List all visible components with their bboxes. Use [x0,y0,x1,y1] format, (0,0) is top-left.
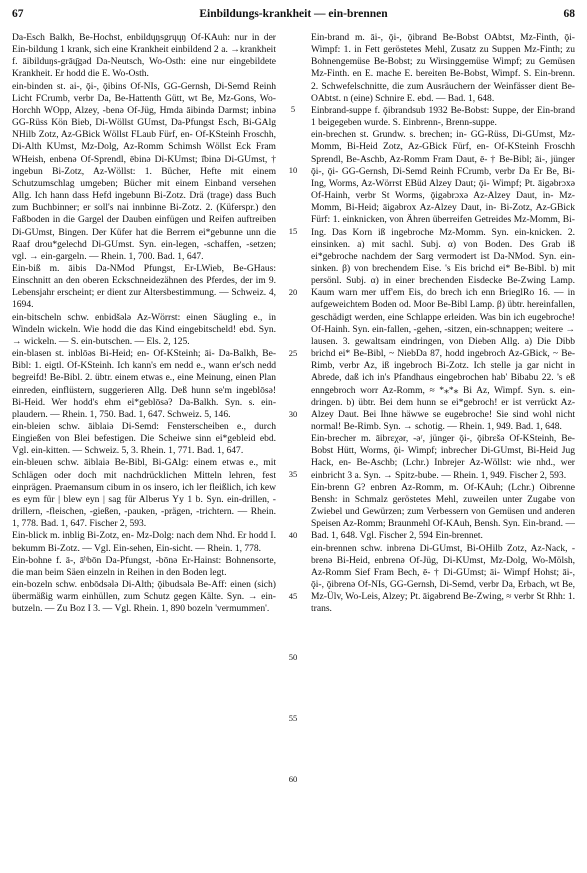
running-title: Einbildungs-krankheit — ein-brennen [199,8,388,20]
right-column [311,32,575,862]
entry-ein-brand: Ein-brand m. āi-, ǭi-, ǭibrand Be-Bobst OAbtst, Mz-Finth, ǭi- Wimpf: 1. in Fett geröstetes Mehl, Zusatz zu Suppen Mz-Finth; zu Bohnengemüse Be-Bobst; zu Wirsinggemüse Wimpf; zu Gemüsen Mz-Finth. en E. mache E. bereiten Be-Bobst, Wimpf. S. Ein-brenn. 2. Schwefelschnitte, die zum Ausräuchern der Weinfässer dient Be-OAbtst. n (eine) Schnire E. ebd. — Bad. 1, 648. [311,32,575,104]
line-number: 60 [288,774,298,784]
line-number-gutter [279,32,307,862]
line-number: 30 [288,409,298,419]
line-number: 35 [288,469,298,479]
entry-ein-blasen: ein-blasen st. inblōəs Bi-Heid; en- Of-KSteinh; āi- Da-Balkh, Be-Bibl: 1. eigtl. Of-KSteinh. Ich kann's em nedd e., wann er'sch nedd begreifd! Be-Bibl. 2. übtr. einem etwas e., eine Meinung, einen Plan einreden, einflüstern, suggerieren Allg. Deß hunn se'm ingeblōsə! Bi-Heid. Wer hodd's ehm ei*geblōsə? Da-Balkh. Syn. s. ein-plaudern. — Rhein. 1, 750. Bad. 1, 647. Schweiz. 5, 146. [12,348,276,420]
running-header [12,8,575,24]
entry-ein-brecher: Ein-brecher m. āibrɛχər, -əʳ, jünger ǭi-, ǭibrɛšə Of-KSteinh, Be-Bobst Hütt, Worms, ǭi- Wimpf; inbrecher Di-GUmst, Bi-Heid Jug Hack, en- Be-Aschb; (Lchr.) Inbrejer Az-Wöllst: wie nhd., wer einbricht 3 a. Syn. → Spitz-bube. — Rhein. 1, 949. Fischer 2, 593. [311,433,575,481]
entry-ein-bitscheln: ein-bitscheln schw. enbidšələ Az-Wörrst: einen Säugling e., in Windeln wickeln. Wie hodd die das Kind eingebitscheld! ebd. Syn. → wickeln. — S. ein-butschen. — Els. 2, 125. [12,311,276,347]
entry-ein-bleuen: ein-bleuen schw. āiblaiə Be-Bibl, Bi-GAlg: einem etwas e., mit Schlägen oder doch mit nachdrücklichen Mitteln lehren, fest einprägen. Praemansum cibum in os insero, ich ler fleißlich, ich kew es eym für | blew eyn | sag für Alberus Yy 1 b. Syn. ein-drillen, -drillern, -fleischen, -gießen, -pauken, -prägen, -trichtern. — Rhein. 1, 778. Bad. 1, 647. Fischer 2, 593. [12,457,276,530]
line-number: 45 [288,591,298,601]
line-number: 15 [288,226,298,236]
entry-einbrand-suppe: Einbrand-suppe f. ǭibrandsub 1932 Be-Bobst: Suppe, der Ein-brand 1 beigegeben wurde. S. Einbrenn-, Brenn-suppe. [311,104,575,129]
line-number: 5 [290,104,296,114]
line-number: 20 [288,287,298,297]
line-number: 10 [288,165,298,175]
entry-ein-brechen: ein-brechen st. Grundw. s. brechen; in- GG-Rüss, Di-GUmst, Mz-Momm, Bi-Heid Zotz, Az-GBick Fürf, en- Of-KSteinh Froschh Sprendl, Be-Aschb, Az-Romm Fram Daut, ē- † Be-Bibl; āi-, jünger ǭi-, ǭi- GG-Gernsh, Di-Semd Reinh FCrumb, verbr Da Er Be, Bi-Ing, Worms, Az-Wörrst EBüd Alzey Daut; ǭi- Wimpf; Pt. āigəbrɔxə Of-Hainh, verbr St Worms, ǭigəbrɔxə Az-Alzey Daut, in- Mz-Momm, Bi-Heid; āigəbrox Az-Alzey Daut, in- Bi-Zotz, Az-GBick Fürf: 1. einknicken, von Ähren überreifen Getreides Mz-Momm, Bi-Ing. Das Korn iß ingebroche Mz-Momm. Syn. ein-knicken. 2. einsinken. a) mit sachl. Subj. α) von Boden. Des Grab iß ei*gebroche nachdem der Sarg vermodert ist Da-NMod. Syn. ein-sinken. β) von brechendem Eise. 's Eis brichd ei* Be-Bibl. b) mit persönl. Subj. α) in einer brechenden Eisdecke Be-Zwing Lamp. Kaum warn mer uff'em Eis, do brech ich enn BrieglRo 16. — in aufgeweichtem Boden od. Moor Be-Bibl Lamp. β) übtr. hereinfallen, geschädigt werden, eine Schlappe erleiden. Was bin ich eugebroche! Of-Hainh. Syn. ein-fallen, -gehen, -sitzen, ein-schnappen; weitere → lausen. 3. gewaltsam eindringen, von Dieben Allg. a) Die Dibb brichd ei* Be-Bibl, ~ NiebDa 87, hodd ingebroch Az-GBick, ~ Be-Rimb, verbr Az, iß ingebroch Bi-Zotz. Ich stelle ja gar nicht in Abrede, daß ich in's Pfandhaus eingebrochen hab' Bibabu 22. 's eß enngebroch worr Az-Romm, ≈ *⁎*⁎ Bi Az, Wimpf. Syn. s. ein-dringen. b) übtr. Bei dem hunn se ei*gebroch! er ist verrückt Az-Alzey Daut. Bei Ihne häwwe se eugebroche! Sie sind wohl nicht normal! Be-Rimb. Syn. → schotig. — Rhein. 1, 949. Bad. 1, 648. [311,129,575,432]
entry-ein-binden: ein-binden st. ai-, ǭi-, ǭibins Of-NIs, GG-Gernsh, Di-Semd Reinh Licht FCrumb, verbr Da, Be-Hattenth Gütt, wt Be, Mz-Gons, Wo-Horchh WOpp, Alzey, -benə Of-Jüg, Hmda āibində Darmst; inbinə GG-Rüss Kön Bieb, Di-Wöllst GUmst, Da-Pfungst Esch, Bi-GAlg NHilb Zotz, Az-GBick Wöllst FLaub Fürf, en- Of-KSteinh Froschh, Di-Alth KUmst, Mz-Dolg, Az-Romm Schimsh Wöllst Eck Fram WHeish, enbenə Of-Sprendl, ēbinə Di-KUmst; ī̆binə Di-GUmst, † ingebun Bi-Zotz, Az-Wöllst: 1. Bücher, Hefte mit einem Schutzumschlag umgeben; Bücher mit einem Einband versehen Allg. Ich hann dass Hefd ingebunn Bi-Zotz. Drä (trage) dass Buch zum Buchbinner; er soll's nai innbinne Bi-Zotz. 2. (Küferspr.) den Faßboden in die Gargel der Dauben einfügen und Reifen auftreiben Di-GUmst, Bingen. Der Küfer hat die Berrem ei*gebunne unn die Raaf drou*gelechd Di-GUmst. Syn. ein-legen, -schaffen, -setzen; vgl. → ein-gargeln. — Rhein. 1, 700. Bad. 1, 647. [12,80,276,262]
line-number: 25 [288,348,298,358]
line-number: 55 [288,713,298,723]
left-column [12,32,276,862]
line-number: 50 [288,652,298,662]
entry-ein-bozeln: ein-bozeln schw. enbōdsələ Di-Alth; ǭibudsələ Be-Aff: einen (sich) übermäßig warm einhüllen, zum Schutz gegen Kälte. Syn. → ein-butzeln. — Zu Boz I 3. — Vgl. Rhein. 1, 890 bozeln 'vermummen'. [12,579,276,615]
entry-ein-brenn: Ein-brenn G? enbren Az-Romm, m. Of-KAuh; (Lchr.) Oibrenne Bensh: in Schmalz geröstetes Mehl, zuweilen unter Zugabe von Zwiebel und Gewürzen; zum Verbessern von Gemüsen und anderen Speisen Az-Romm; Braunmehl Of-KAuh, Bensh. Syn. Ein-brand. — Bad. 1, 648. Vgl. Fischer 2, 594 Ein-brennet. [311,481,575,542]
entry-ein-bohne: Ein-bohne f. ā-, āʰbōn Da-Pfungst, -bōnə Er-Hainst: Bohnensorte, die man beim Säen einzeln in Reihen in den Boden legt. [12,554,276,578]
line-number: 40 [288,530,298,540]
page-number-right: 68 [563,8,575,20]
entry-ein-bleien: ein-bleien schw. āiblaiə Di-Semd: Fensterscheiben e., durch Eingießen von Blei befestigen. Die Scheiwe sinn ei*gebleid ebd. Vgl. ein-kitten. — Schweiz. 5, 3. Rhein. 1, 771. Bad. 1, 647. [12,421,276,457]
entry-ein-brennen: ein-brennen schw. inbrenə Di-GUmst, Bi-OHilb Zotz, Az-Nack, -brenə Bi-Heid, enbrenə Of-Jüg, Di-KUmst, Mz-Dolg, Wo-Mölsh, Az-Romm Sief Fram Bech, ē- † Di-GUmst; āi- Wimpf Hohst; āi-, ǭi-, ǭibrenə Of-NIs, GG-Gernsh, Di-Semd, verbr Da, Erbach, wt Be, Mz-Ülv, Wo-Leis, Alzey; Pt. āigəbrend Be-Zwing, ≈ verbr St Rhh: 1. trans. [311,542,575,615]
entry-einbildungs-krankheit-cont: Da-Esch Balkh, Be-Hochst, enbildųŋsgrųųŋ Of-KAuh: nur in der Ein-bildung 1 krank, sich eine Krankheit einbildend 2 a. →krankheit f. āibilduŋs-grāų̄gəd Da-Neutsch, Wo-Osth: eine nur eingebildete Krankheit. Er hodd die E. Wo-Osth. [12,32,276,80]
entry-ein-blick: Ein-blick m. inblig Bi-Zotz, en- Mz-Dolg: nach dem Nhd. Er hodd I. bekumm Bi-Zotz. — Vgl. Ein-sehen, Ein-sicht. — Rhein. 1, 778. [12,530,276,554]
page-number-left: 67 [12,8,24,20]
entry-ein-biss: Ein-biß m. āibis Da-NMod Pfungst, Er-LWieb, Be-GHaus: Einschnitt an den oberen Eckschneidezähnen des Pferdes, der im 9. Lebensjahr erscheint; er dient zur Altersbestimmung. — Schweiz. 4, 1694. [12,262,276,311]
